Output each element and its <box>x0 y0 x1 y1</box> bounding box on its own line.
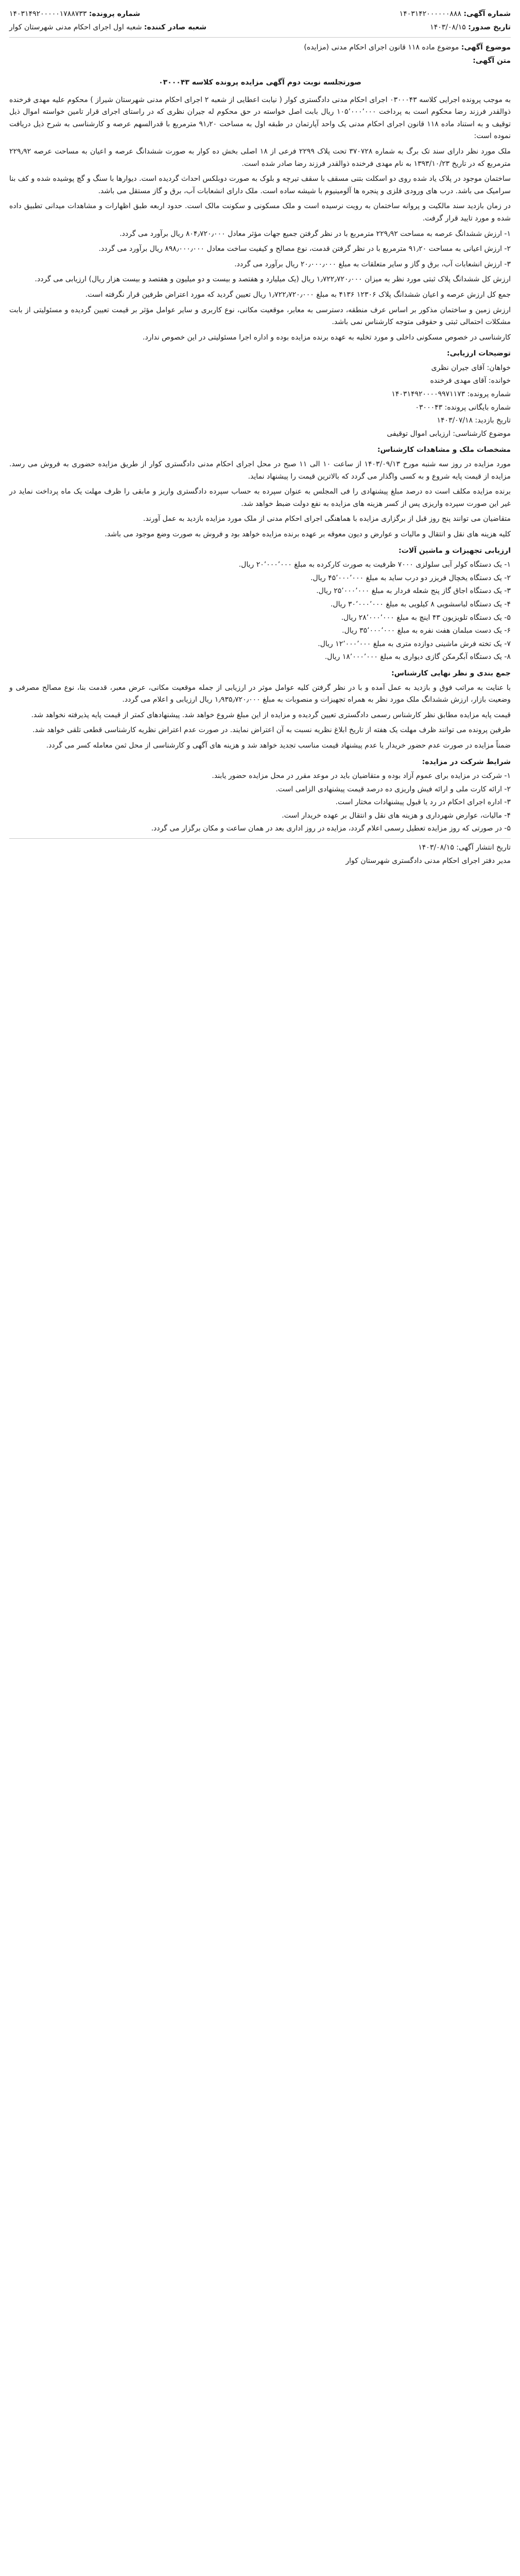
paragraph: طرفین پرونده می توانند ظرف مهلت یک هفته از تاریخ ابلاغ نظریه نسبت به آن اعتراض نمایند. در صورت عدم اعتراض نظریه کارشناسی قطعی تلقی خواهد شد. <box>32 726 511 735</box>
header-divider <box>9 37 511 38</box>
header-row-1 <box>9 7 511 21</box>
list-item: ۸- یک دستگاه آبگرمکن گازی دیواری به مبلغ ۱۸٬۰۰۰٬۰۰۰ ریال. <box>324 653 511 662</box>
paragraph: قیمت پایه مزایده مطابق نظر کارشناس رسمی دادگستری تعیین گردیده و مزایده از این مبلغ شروع خواهد شد. پیشنهادهای کمتر از قیمت پایه پذیرفته نخواهد شد. <box>31 710 511 719</box>
list-item: ۳- یک دستگاه اجاق گاز پنج شعله فردار به مبلغ ۲۵٬۰۰۰٬۰۰۰ ریال. <box>316 587 511 596</box>
list-item: ۳- اداره اجرای احکام در رد یا قبول پیشنهادات مختار است. <box>335 798 511 807</box>
text-label-value: متن آگهی: <box>473 57 511 65</box>
issuer-value: شعبه اول اجرای احکام مدنی شهرستان کوار <box>9 23 142 31</box>
section-2-title: مشخصات ملک و مشاهدات کارشناس: <box>377 446 511 454</box>
paragraph: متقاضیان می توانند پنج روز قبل از برگزاری مزایده با هماهنگی اجرای احکام مدنی از ملک مورد مزایده بازدید به عمل آورند. <box>143 515 511 523</box>
info-item: خواهان: آقای جیران نظری <box>431 363 511 372</box>
notice-body <box>0 72 520 867</box>
issue-date-label: تاریخ صدور: <box>468 23 511 31</box>
subject-value: موضوع ماده ۱۱۸ قانون اجرای احکام مدنی (مزایده) <box>304 43 459 52</box>
info-title: توضیحات ارزیابی: <box>446 349 511 358</box>
section-4-title: جمع بندی و نظر نهایی کارشناس: <box>391 669 511 677</box>
list-item: ۶- یک دست مبلمان هفت نفره به مبلغ ۳۵٬۰۰۰٬۰۰۰ ریال. <box>342 626 511 635</box>
header-row-2 <box>9 21 511 34</box>
subject <box>9 41 511 54</box>
section-3-title: ارزیابی تجهیزات و ماشین آلات: <box>398 546 511 555</box>
info-item: خوانده: آقای مهدی فرخنده <box>430 377 511 385</box>
paragraph: ۱- ارزش ششدانگ عرصه به مساحت ۲۲۹٫۹۲ مترمربع با در نظر گرفتن جمیع جهات مؤثر معادل ۸۰۴٫۷۲۰٫۰۰۰ ریال برآورد می گردد. <box>119 229 511 238</box>
list-item: ۱- یک دستگاه کولر آبی سلولزی ۷۰۰۰ ظرفیت به صورت کارکرده به مبلغ ۲۰٬۰۰۰٬۰۰۰ ریال. <box>238 561 511 569</box>
info-item: شماره پرونده: ۱۴۰۳۱۴۹۲۰۰۰۰۹۹۷۱۱۷۳ <box>391 390 511 399</box>
closing-divider <box>9 838 511 839</box>
info-item: موضوع کارشناسی: ارزیابی اموال توقیفی <box>387 429 511 438</box>
registry-label: شماره پرونده: <box>89 10 141 18</box>
paragraph: مورد مزایده در روز سه شنبه مورخ ۱۴۰۳/۰۹/۱۳ از ساعت ۱۰ الی ۱۱ صبح در محل اجرای احکام مدنی دادگستری کوار از طریق مزایده حضوری به فروش می رسد. مزایده از قیمت پایه شروع و به کسی واگذار می گردد که بالاترین قیمت را پیشنهاد نماید. <box>9 460 511 481</box>
paragraph: ۲- ارزش اعیانی به مساحت ۹۱٫۲۰ مترمربع با در نظر گرفتن قدمت، نوع مصالح و کیفیت ساخت معادل ۸۹۸٫۰۰۰٫۰۰۰ ریال برآورد می گردد. <box>98 245 511 253</box>
paragraph: برنده مزایده مکلف است ده درصد مبلغ پیشنهادی را فی المجلس به عنوان سپرده به حساب سپرده دادگستری واریز و مابقی را ظرف مهلت یک ماه پرداخت نماید در غیر این صورت سپرده واریزی پس از کسر هزینه های مزایده به نفع دولت ضبط خواهد شد. <box>9 487 511 508</box>
list-item: ۵- یک دستگاه تلویزیون ۴۳ اینچ به مبلغ ۲۸٬۰۰۰٬۰۰۰ ریال. <box>341 613 511 622</box>
signature-line: مدیر دفتر اجرای احکام مدنی دادگستری شهرستان کوار <box>345 856 511 865</box>
registry-number <box>9 7 140 21</box>
paragraph: به موجب پرونده اجرایی کلاسه ۰۳۰۰۰۴۳ اجرای احکام مدنی دادگستری کوار ( نیابت اعطایی از شعبه ۲ اجرای احکام مدنی شهرستان شیراز ) محکوم علیه مهدی فرخنده ذوالقدر فرزند رضا محکوم است به پرداخت ۱۰۵٬۰۰۰٬۰۰۰ ریال بابت اصل خواسته در حق محکوم له جیران نظری که در راستای اجرای قرار تامین خواسته اموال ذیل توقیف و به استناد ماده ۱۱۸ قانون اجرای احکام مدنی یک واحد آپارتمان در طبقه اول به مساحت ۹۱٫۲۰ مترمربع با قدرالسهم عرصه و کارشناسی به شرح ذیل دریافت نموده است: <box>9 95 511 141</box>
info-item: تاریخ بازدید: ۱۴۰۳/۰۷/۱۸ <box>437 416 511 425</box>
paragraph: ارزش کل ششدانگ پلاک ثبتی مورد نظر به میزان ۱٫۷۲۲٫۷۲۰٫۰۰۰ ریال (یک میلیارد و هفتصد و بیست و دو میلیون و هفتصد و بیست هزار ریال) ارزیابی می گردد. <box>34 275 511 284</box>
issue-date <box>430 21 511 34</box>
paragraph: با عنایت به مراتب فوق و بازدید به عمل آمده و با در نظر گرفتن کلیه عوامل موثر در ارزیابی از جمله موقعیت مکانی، عرض معبر، قدمت بنا، نوع مصالح مصرفی و وضعیت بازار، ارزش ششدانگ ملک مورد نظر به همراه تجهیزات و منصوبات به مبلغ ۱٫۹۳۵٫۷۲۰٫۰۰۰ ریال ارزیابی و اعلام می گردد. <box>9 683 511 704</box>
list-item: ۲- ارائه کارت ملی و ارائه فیش واریزی ده درصد قیمت پیشنهادی الزامی است. <box>275 785 511 793</box>
ad-number <box>400 7 511 21</box>
list-item: ۵- در صورتی که روز مزایده تعطیل رسمی اعلام گردد، مزایده در روز اداری بعد در همان ساعت و مکان برگزار می گردد. <box>151 824 511 833</box>
paragraph: کلیه هزینه های نقل و انتقال و مالیات و عوارض و دیون معوقه بر عهده برنده مزایده خواهد بود و فروش به صورت وضع موجود می باشد. <box>105 530 511 538</box>
paragraph: جمع کل ارزش عرصه و اعیان ششدانگ پلاک ۱۲۳۰۶ ۴۱۳۶ به مبلغ ۱٫۷۲۲٫۷۲۰٫۰۰۰ ریال تعیین گردید که مورد اعتراض طرفین قرار نگرفته است. <box>85 290 511 299</box>
publish-date: تاریخ انتشار آگهی: ۱۴۰۳/۰۸/۱۵ <box>418 843 511 852</box>
text-label <box>9 54 511 67</box>
issuer <box>9 21 206 34</box>
info-item: شماره بایگانی پرونده: ۰۳۰۰۰۴۳ <box>415 403 511 412</box>
ad-number-value: ۱۴۰۳۱۴۲۰۰۰۰۰۰۸۸۸ <box>399 10 461 18</box>
registry-value: ۱۴۰۳۱۴۹۲۰۰۰۰۰۱۷۸۸۷۳۳ <box>9 10 87 18</box>
list-item: ۷- یک تخته فرش ماشینی دوازده متری به مبلغ ۱۲٬۰۰۰٬۰۰۰ ریال. <box>318 639 511 648</box>
section-5-title: شرایط شرکت در مزایده: <box>422 757 511 766</box>
ad-number-label: شماره آگهی: <box>463 10 511 18</box>
paragraph: در زمان بازدید سند مالکیت و پروانه ساختمان به رویت نرسیده است و ملک مسکونی و سکونت مالک است. حدود اربعه طبق اظهارات و مشاهدات میدانی تطبیق داده شده و مورد تایید قرار گرفت. <box>9 202 511 223</box>
list-item: ۴- یک دستگاه لباسشویی ۸ کیلویی به مبلغ ۳۰٬۰۰۰٬۰۰۰ ریال. <box>330 600 511 608</box>
paragraph: ساختمان موجود در پلاک یاد شده روی دو اسکلت بتنی مسقف با سقف تیرچه و بلوک به صورت دوبلکس احداث گردیده است. دیوارها با سنگ و گچ پوشیده شده و کف بنا سرامیک می باشد. درب های ورودی فلزی و پنجره ها آلومینیوم با شیشه ساده است. ملک دارای انشعابات آب، برق و گاز مستقل می باشد. <box>9 175 511 195</box>
paragraph: ضمناً مزایده در صورت عدم حضور خریدار یا عدم پیشنهاد قیمت مناسب تجدید خواهد شد و هزینه های آگهی و کارشناسی از محل ثمن معامله کسر می گردد. <box>46 741 511 750</box>
paragraph: ۳- ارزش انشعابات آب، برق و گاز و سایر متعلقات به مبلغ ۲۰٫۰۰۰٫۰۰۰ ریال برآورد می گردد. <box>234 260 511 268</box>
issue-date-value: ۱۴۰۳/۰۸/۱۵ <box>430 23 466 31</box>
issuer-label: شعبه صادر کننده: <box>144 23 207 31</box>
paragraph: ملک مورد نظر دارای سند تک برگ به شماره ۳۷۰۷۲۸ تحت پلاک ۲۲۹۹ فرعی از ۱۸ اصلی بخش ده کوار به صورت ششدانگ عرصه و اعیان به مساحت عرصه ۲۲۹٫۹۲ مترمربع که در تاریخ ۱۳۹۳/۱۰/۲۳ به نام مهدی فرخنده ذوالقدر فرزند رضا صادر شده است. <box>9 147 511 168</box>
list-item: ۱- شرکت در مزایده برای عموم آزاد بوده و متقاضیان باید در موعد مقرر در محل مزایده حضور یابند. <box>212 772 511 781</box>
list-item: ۲- یک دستگاه یخچال فریزر دو درب ساید به مبلغ ۴۵٬۰۰۰٬۰۰۰ ریال. <box>310 573 511 582</box>
notice-title: صورتجلسه نوبت دوم آگهی مزایده پرونده کلاسه ۰۳۰۰۰۴۳ <box>159 78 361 87</box>
paragraph: کارشناسی در خصوص مسکونی داخلی و مورد تخلیه به عهده برنده مزایده بوده و اداره اجرا مسئولیتی در این خصوص ندارد. <box>143 333 511 342</box>
notice-header <box>0 0 520 72</box>
list-item: ۴- مالیات، عوارض شهرداری و هزینه های نقل و انتقال بر عهده خریدار است. <box>282 811 511 820</box>
subject-label: موضوع آگهی: <box>461 43 511 52</box>
paragraph: ارزش زمین و ساختمان مذکور بر اساس عرف منطقه، دسترسی به معابر، موقعیت مکانی، نوع کاربری و سایر عوامل مؤثر بر قیمت تعیین گردیده و مسئولیتی از بابت مشکلات احتمالی ثبتی و حقوقی متوجه کارشناس نمی باشد. <box>9 306 511 327</box>
